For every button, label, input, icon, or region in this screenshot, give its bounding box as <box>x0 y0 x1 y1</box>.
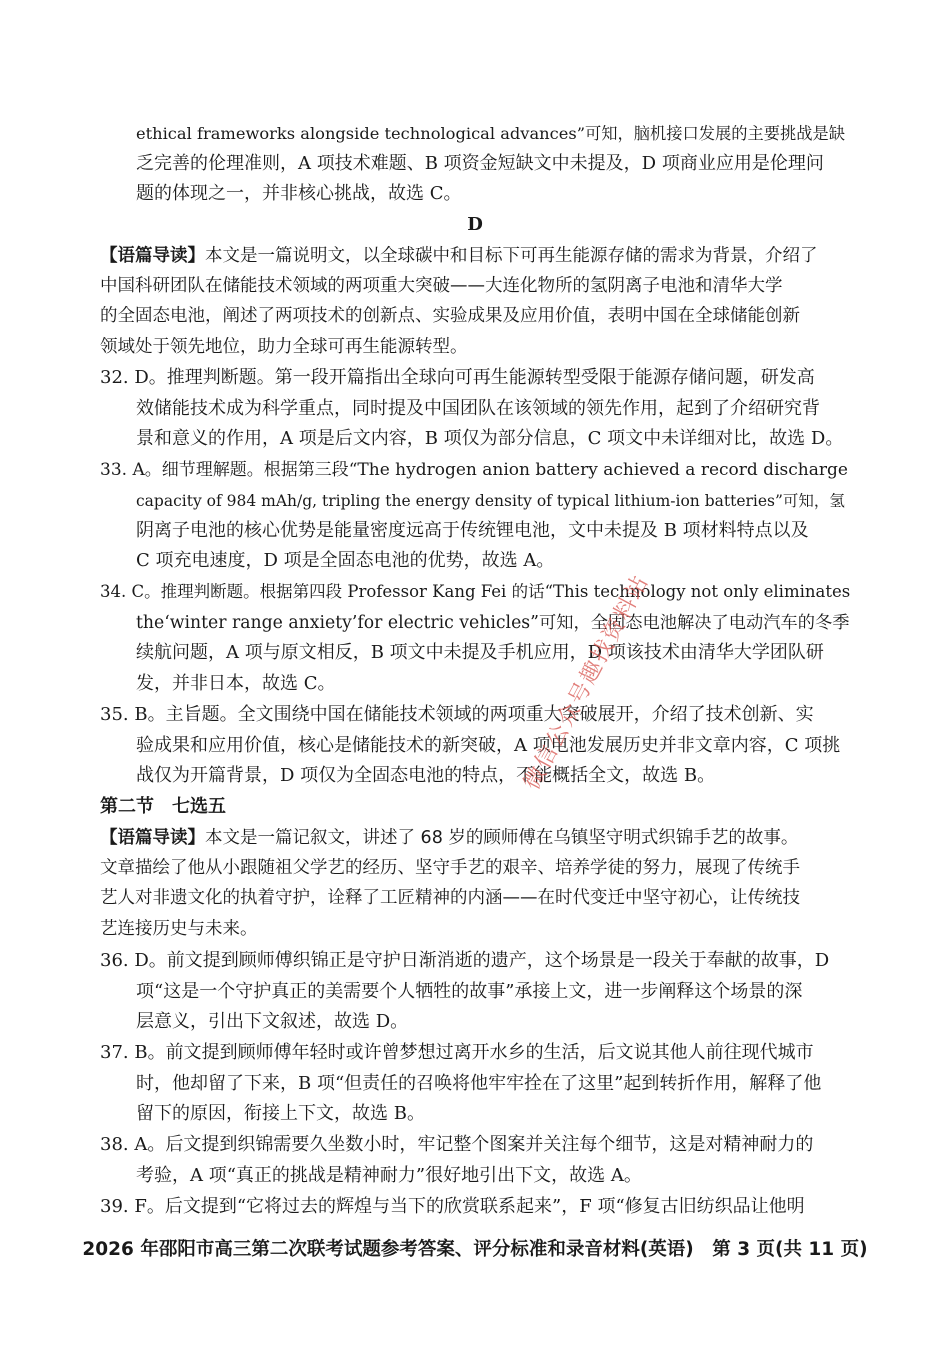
answer-34-line-4: 发，并非日本，故选 C。 <box>136 673 336 694</box>
answer-33-line-2: capacity of 984 mAh/g, tripling the energy density of typical lithium-ion batteries”可知，氢 <box>136 492 845 510</box>
answer-37-line-2: 时，他却留了下来，B 项“但责任的召唤将他牢牢拴在了这里”起到转折作用，解释了他 <box>136 1073 822 1094</box>
section-two-guide-line-3: 艺人对非遗文化的执着守护，诠释了工匠精神的内涵——在时代变迁中坚守初心，让传统技 <box>100 888 800 908</box>
answer-34-line-3: 续航问题，A 项与原文相反，B 项文中未提及手机应用，D 项该技术由清华大学团队研 <box>136 642 824 663</box>
answer-32-line-2: 效储能技术成为科学重点，同时提及中国团队在该领域的领先作用，起到了介绍研究背 <box>136 398 820 419</box>
prev-answer-line-3: 题的体现之一，并非核心挑战，故选 C。 <box>136 183 462 204</box>
guide-label: 【语篇导读】 <box>100 828 205 848</box>
section-two-heading: 第二节 七选五 <box>100 796 226 817</box>
answer-33-line-4: C 项充电速度，D 项是全固态电池的优势，故选 A。 <box>136 550 555 571</box>
answer-32-line-3: 景和意义的作用，A 项是后文内容，B 项仅为部分信息，C 项文中未详细对比，故选 D。 <box>136 428 844 449</box>
answer-39-line-1: 39. F。后文提到“它将过去的辉煌与当下的欣赏联系起来”，F 项“修复古旧纺织品让他明 <box>100 1196 805 1217</box>
section-d-guide-line-2: 中国科研团队在储能技术领域的两项重大突破——大连化物所的氢阴离子电池和清华大学 <box>100 276 783 296</box>
prev-answer-line-2: 乏完善的伦理准则，A 项技术难题、B 项资金短缺文中未提及，D 项商业应用是伦理问 <box>136 153 824 174</box>
answer-34-line-2: the‘winter range anxiety’for electric vehicles”可知，全固态电池解决了电动汽车的冬季 <box>136 613 850 633</box>
answer-38-line-1: 38. A。后文提到织锦需要久坐数小时，牢记整个图案并关注每个细节，这是对精神耐力的 <box>100 1134 814 1155</box>
answer-37-line-3: 留下的原因，衔接上下文，故选 B。 <box>136 1103 425 1124</box>
answer-33-line-3: 阴离子电池的核心优势是能量密度远高于传统锂电池，文中未提及 B 项材料特点以及 <box>136 520 809 541</box>
section-two-guide-line-1: 【语篇导读】本文是一篇记叙文，讲述了 68 岁的顾师傅在乌镇坚守明式织锦手艺的故事。 <box>100 828 799 848</box>
page-footer: 2026 年邵阳市高三第二次联考试题参考答案、评分标准和录音材料(英语) 第 3 页(共 11 页) <box>82 1239 868 1260</box>
answer-36-line-2: 项“这是一个守护真正的美需要个人牺牲的故事”承接上文，进一步阐释这个场景的深 <box>136 981 803 1002</box>
answer-36-line-1: 36. D。前文提到顾师傅织锦正是守护日渐消逝的遗产，这个场景是一段关于奉献的故事，D <box>100 950 830 971</box>
answer-35-line-2: 验成果和应用价值，核心是储能技术的新突破，A 项电池发展历史并非文章内容，C 项挑 <box>136 735 841 756</box>
section-two-guide-line-4: 艺连接历史与未来。 <box>100 919 258 939</box>
section-d-guide-line-4: 领域处于领先地位，助力全球可再生能源转型。 <box>100 337 468 357</box>
prev-answer-line-1: ethical frameworks alongside technological advances”可知，脑机接口发展的主要挑战是缺 <box>136 124 846 143</box>
answer-33-line-1: 33. A。细节理解题。根据第三段“The hydrogen anion battery achieved a record discharge <box>100 460 848 480</box>
answer-34-line-1: 34. C。推理判断题。根据第四段 Professor Kang Fei 的话“This technology not only eliminates <box>100 582 851 601</box>
guide-label: 【语篇导读】 <box>100 246 205 266</box>
answer-35-line-3: 战仅为开篇背景，D 项仅为全固态电池的特点，不能概括全文，故选 B。 <box>136 765 716 786</box>
section-d-heading: D <box>467 214 483 235</box>
answer-37-line-1: 37. B。前文提到顾师傅年轻时或许曾梦想过离开水乡的生活，后文说其他人前往现代城市 <box>100 1042 814 1063</box>
answer-36-line-3: 层意义，引出下文叙述，故选 D。 <box>136 1011 409 1032</box>
section-two-guide-line-2: 文章描绘了他从小跟随祖父学艺的经历、坚守手艺的艰辛、培养学徒的努力，展现了传统手 <box>100 858 800 878</box>
answer-35-line-1: 35. B。主旨题。全文围绕中国在储能技术领域的两项重大突破展开，介绍了技术创新、实 <box>100 704 814 725</box>
watermark: 微信公众号趣找资料站 <box>519 570 655 795</box>
answer-32-line-1: 32. D。推理判断题。第一段开篇指出全球向可再生能源转型受限于能源存储问题，研发高 <box>100 367 815 388</box>
section-d-guide-line-3: 的全固态电池，阐述了两项技术的创新点、实验成果及应用价值，表明中国在全球储能创新 <box>100 306 800 326</box>
answer-38-line-2: 考验，A 项“真正的挑战是精神耐力”很好地引出下文，故选 A。 <box>136 1165 642 1186</box>
section-d-guide-line-1: 【语篇导读】本文是一篇说明文，以全球碳中和目标下可再生能源存储的需求为背景，介绍了 <box>100 246 818 266</box>
